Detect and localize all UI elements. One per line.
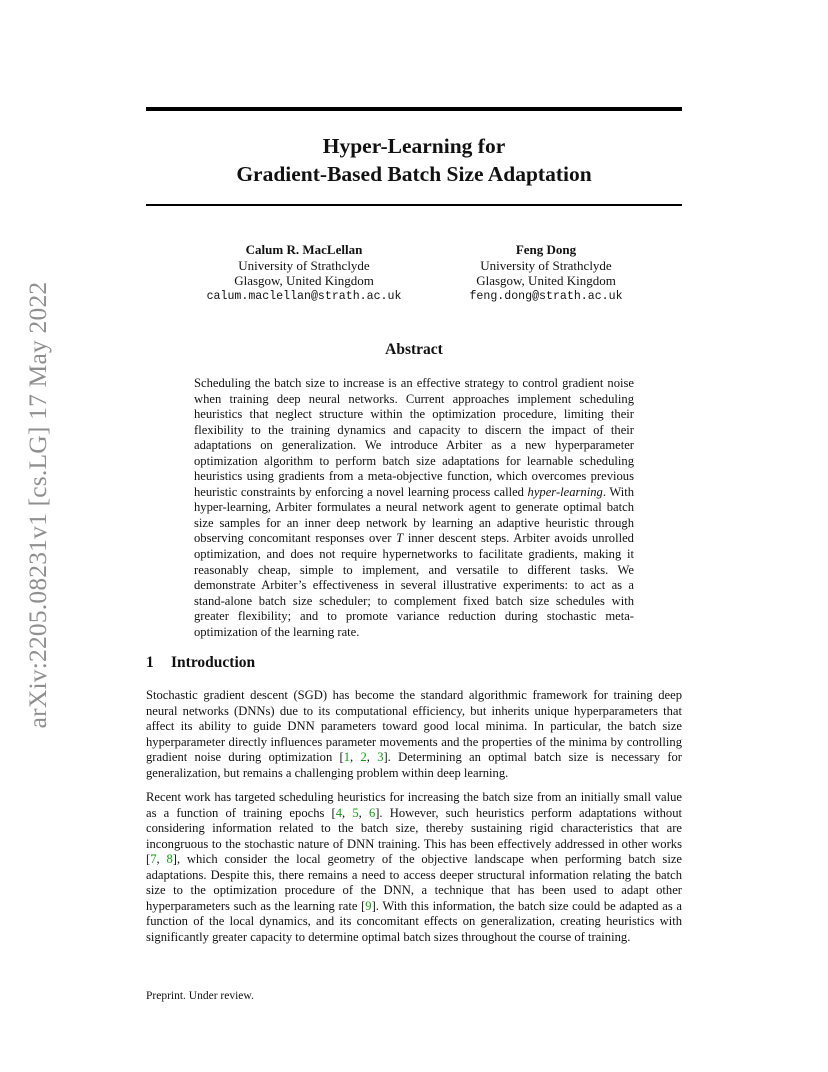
abstract-term-hyper-learning: hyper-learning: [527, 484, 603, 499]
title-line-2: Gradient-Based Batch Size Adaptation: [236, 162, 592, 186]
author-location: Glasgow, United Kingdom: [234, 273, 374, 288]
author-name: Calum R. MacLellan: [245, 242, 363, 257]
title-line-1: Hyper-Learning for: [322, 134, 506, 158]
citation-link-6[interactable]: 6: [368, 805, 376, 820]
para-text: ], which consider the local geometry of the objective landscape when performing batch size adaptations. Despite this, there remains a need to access deeper structural information relating the batch size to the optimization procedure of the DNN, a technique that has been used to adapt other hyperparameters such as the learning rate [: [146, 852, 682, 913]
abstract-text-c: inner descent steps. Arbiter avoids unrolled optimization, and does not require hypernetworks to facilitate gradients, making it reasonably cheap, simple to implement, and versatile to different tasks. We demonstrate Arbiter’s effectiveness in several illustrative experiments: to act as a stand-alone batch size scheduler; to complement fixed batch size schedules with greater flexibility; and to promote variance reduction during stochastic meta-optimization of the learning rate.: [194, 531, 634, 639]
citation-link-5[interactable]: 5: [352, 805, 359, 820]
paper-title: [146, 132, 682, 188]
section-title: Introduction: [171, 654, 256, 671]
arxiv-side-identifier: [14, 275, 62, 735]
abstract-text-b: . With hyper-learning, Arbiter formulates a neural network agent to generate optimal batch size samples for an inner deep network by learning an adaptive heuristic through observing concomitant responses over: [194, 484, 634, 546]
citation-link-1[interactable]: 1: [343, 750, 351, 765]
author-email: feng.dong@strath.ac.uk: [469, 289, 623, 303]
abstract-heading: Abstract: [385, 341, 443, 358]
abstract-math-T: T: [396, 531, 404, 546]
intro-paragraph-1: Stochastic gradient descent (SGD) has become the standard algorithmic framework for training deep neural networks (DNNs) due to its computational efficiency, but inherits unique hyperparameters that affect its ability to guide DNN parameters toward good local minima. In particular, the batch size hyperparameter directly influences parameter movements and the properties of the minima by controlling gradient noise during optimization [1, 2, 3]. Determining an optimal batch size is necessary for generalization, but remains a challenging problem within deep learning.: [146, 688, 683, 780]
abstract-body: [194, 376, 634, 640]
title-rule-bottom: [146, 204, 682, 206]
section-heading-introduction: [146, 654, 255, 672]
citation-link-3[interactable]: 3: [377, 750, 384, 765]
intro-paragraph-2: Recent work has targeted scheduling heuristics for increasing the batch size from an initially small value as a function of training epochs [4, 5, 6]. However, such heuristics perform adaptations without considering information related to the batch size, thereby sustaining rigid characteristics that are incongruous to the stochastic nature of DNN training. This has been effectively addressed in other works [7, 8], which consider the local geometry of the objective landscape when performing batch size adaptations. Despite this, there remains a need to access deeper structural information relating the batch size to the optimization procedure of the DNN, a technique that has been used to adapt other hyperparameters such as the learning rate [9]. With this information, the batch size could be adapted as a function of the local dynamics, and its concomitant effects on generalization, creating heuristics with significantly greater capacity to determine optimal batch sizes throughout the course of training.: [146, 790, 682, 944]
arxiv-id-text: arXiv:2205.08231v1 [cs.LG] 17 May 2022: [23, 281, 52, 729]
author-name: Feng Dong: [515, 242, 577, 257]
citation-link-4[interactable]: 4: [335, 805, 343, 820]
author-affiliation: University of Strathclyde: [238, 257, 370, 273]
citation-link-8[interactable]: 8: [166, 852, 173, 867]
title-rule-top: [146, 107, 682, 111]
abstract-text-a: Scheduling the batch size to increase is an effective strategy to control gradient noise when training deep neural networks. Current approaches implement scheduling heuristics that neglect structure within the optimization procedure, limiting their flexibility to the training dynamics and capacity to discern the impact of their adaptations on generalization. We introduce Arbiter as a new hyperparameter optimization algorithm to perform batch size adaptations for learnable scheduling heuristics using gradients from a meta-objective function, which overcomes previous heuristic constraints by enforcing a novel learning process called: [194, 376, 634, 499]
author-location: Glasgow, United Kingdom: [476, 273, 616, 288]
citation-link-9[interactable]: 9: [365, 898, 372, 913]
citation-link-7[interactable]: 7: [150, 852, 157, 867]
author-block-2: [416, 242, 676, 304]
author-affiliation: University of Strathclyde: [480, 257, 612, 273]
author-email: calum.maclellan@strath.ac.uk: [206, 289, 402, 303]
para-text: ]. With this information, the batch size could be adapted as a function of the local dynamics, and its concomitant effects on generalization, creating heuristics with significantly greater capacity to determine optimal batch sizes throughout the course of training.: [146, 898, 682, 944]
footer-note: Preprint. Under review.: [146, 990, 254, 1002]
para-text: ]. Determining an optimal batch size is necessary for generalization, but remains a challenging problem within deep learning.: [146, 750, 683, 780]
para-text: Stochastic gradient descent (SGD) has become the standard algorithmic framework for training deep neural networks (DNNs) due to its computational efficiency, but inherits unique hyperparameters that affect its ability to guide DNN parameters toward good local minima. In particular, the batch size hyperparameter directly influences parameter movements and the properties of the minima by controlling gradient noise during optimization [: [146, 688, 682, 765]
para-text: ]. However, such heuristics perform adaptations without considering information related to the batch size, thereby sustaining rigid characteristics that are incongruous to the stochastic nature of DNN training. This has been effectively addressed in other works [: [146, 805, 682, 867]
section-number: 1: [146, 654, 154, 671]
citation-link-2[interactable]: 2: [360, 750, 367, 765]
author-block-1: [174, 242, 434, 304]
para-text: Recent work has targeted scheduling heuristics for increasing the batch size from an initially small value as a function of training epochs [: [146, 790, 682, 820]
